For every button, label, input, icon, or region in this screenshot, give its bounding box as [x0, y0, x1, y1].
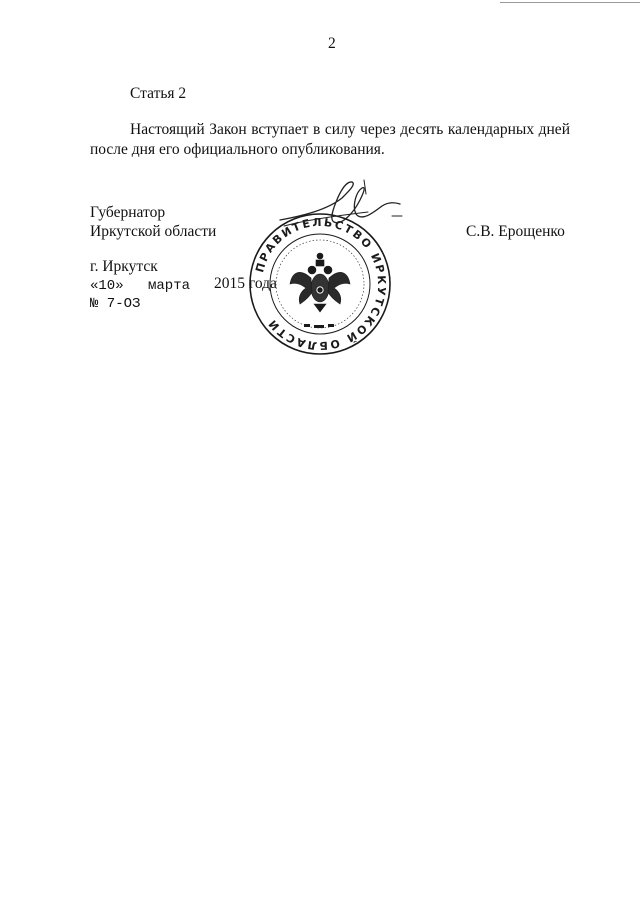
seal-text: ПРАВИТЕЛЬСТВО ИРКУТСКОЙ ОБЛАСТИ: [253, 215, 389, 353]
date-month: марта: [148, 278, 191, 294]
top-edge-line: [500, 2, 640, 3]
handwritten-signature: [272, 176, 412, 246]
date-day: «10»: [90, 278, 124, 294]
signatory-name: С.В. Ерощенко: [466, 223, 565, 240]
law-number: № 7-ОЗ: [90, 296, 141, 312]
signatory-title-line1: Губернатор: [90, 204, 166, 221]
city: г. Иркутск: [90, 258, 158, 275]
page-number: 2: [328, 35, 336, 52]
date-year: 2015 года: [214, 275, 277, 292]
signatory-title-line2: Иркутской области: [90, 223, 217, 240]
article-text: Настоящий Закон вступает в силу через десять календарных дней после дня его официального опубликования.: [90, 121, 570, 158]
article-heading: Статья 2: [130, 85, 187, 102]
